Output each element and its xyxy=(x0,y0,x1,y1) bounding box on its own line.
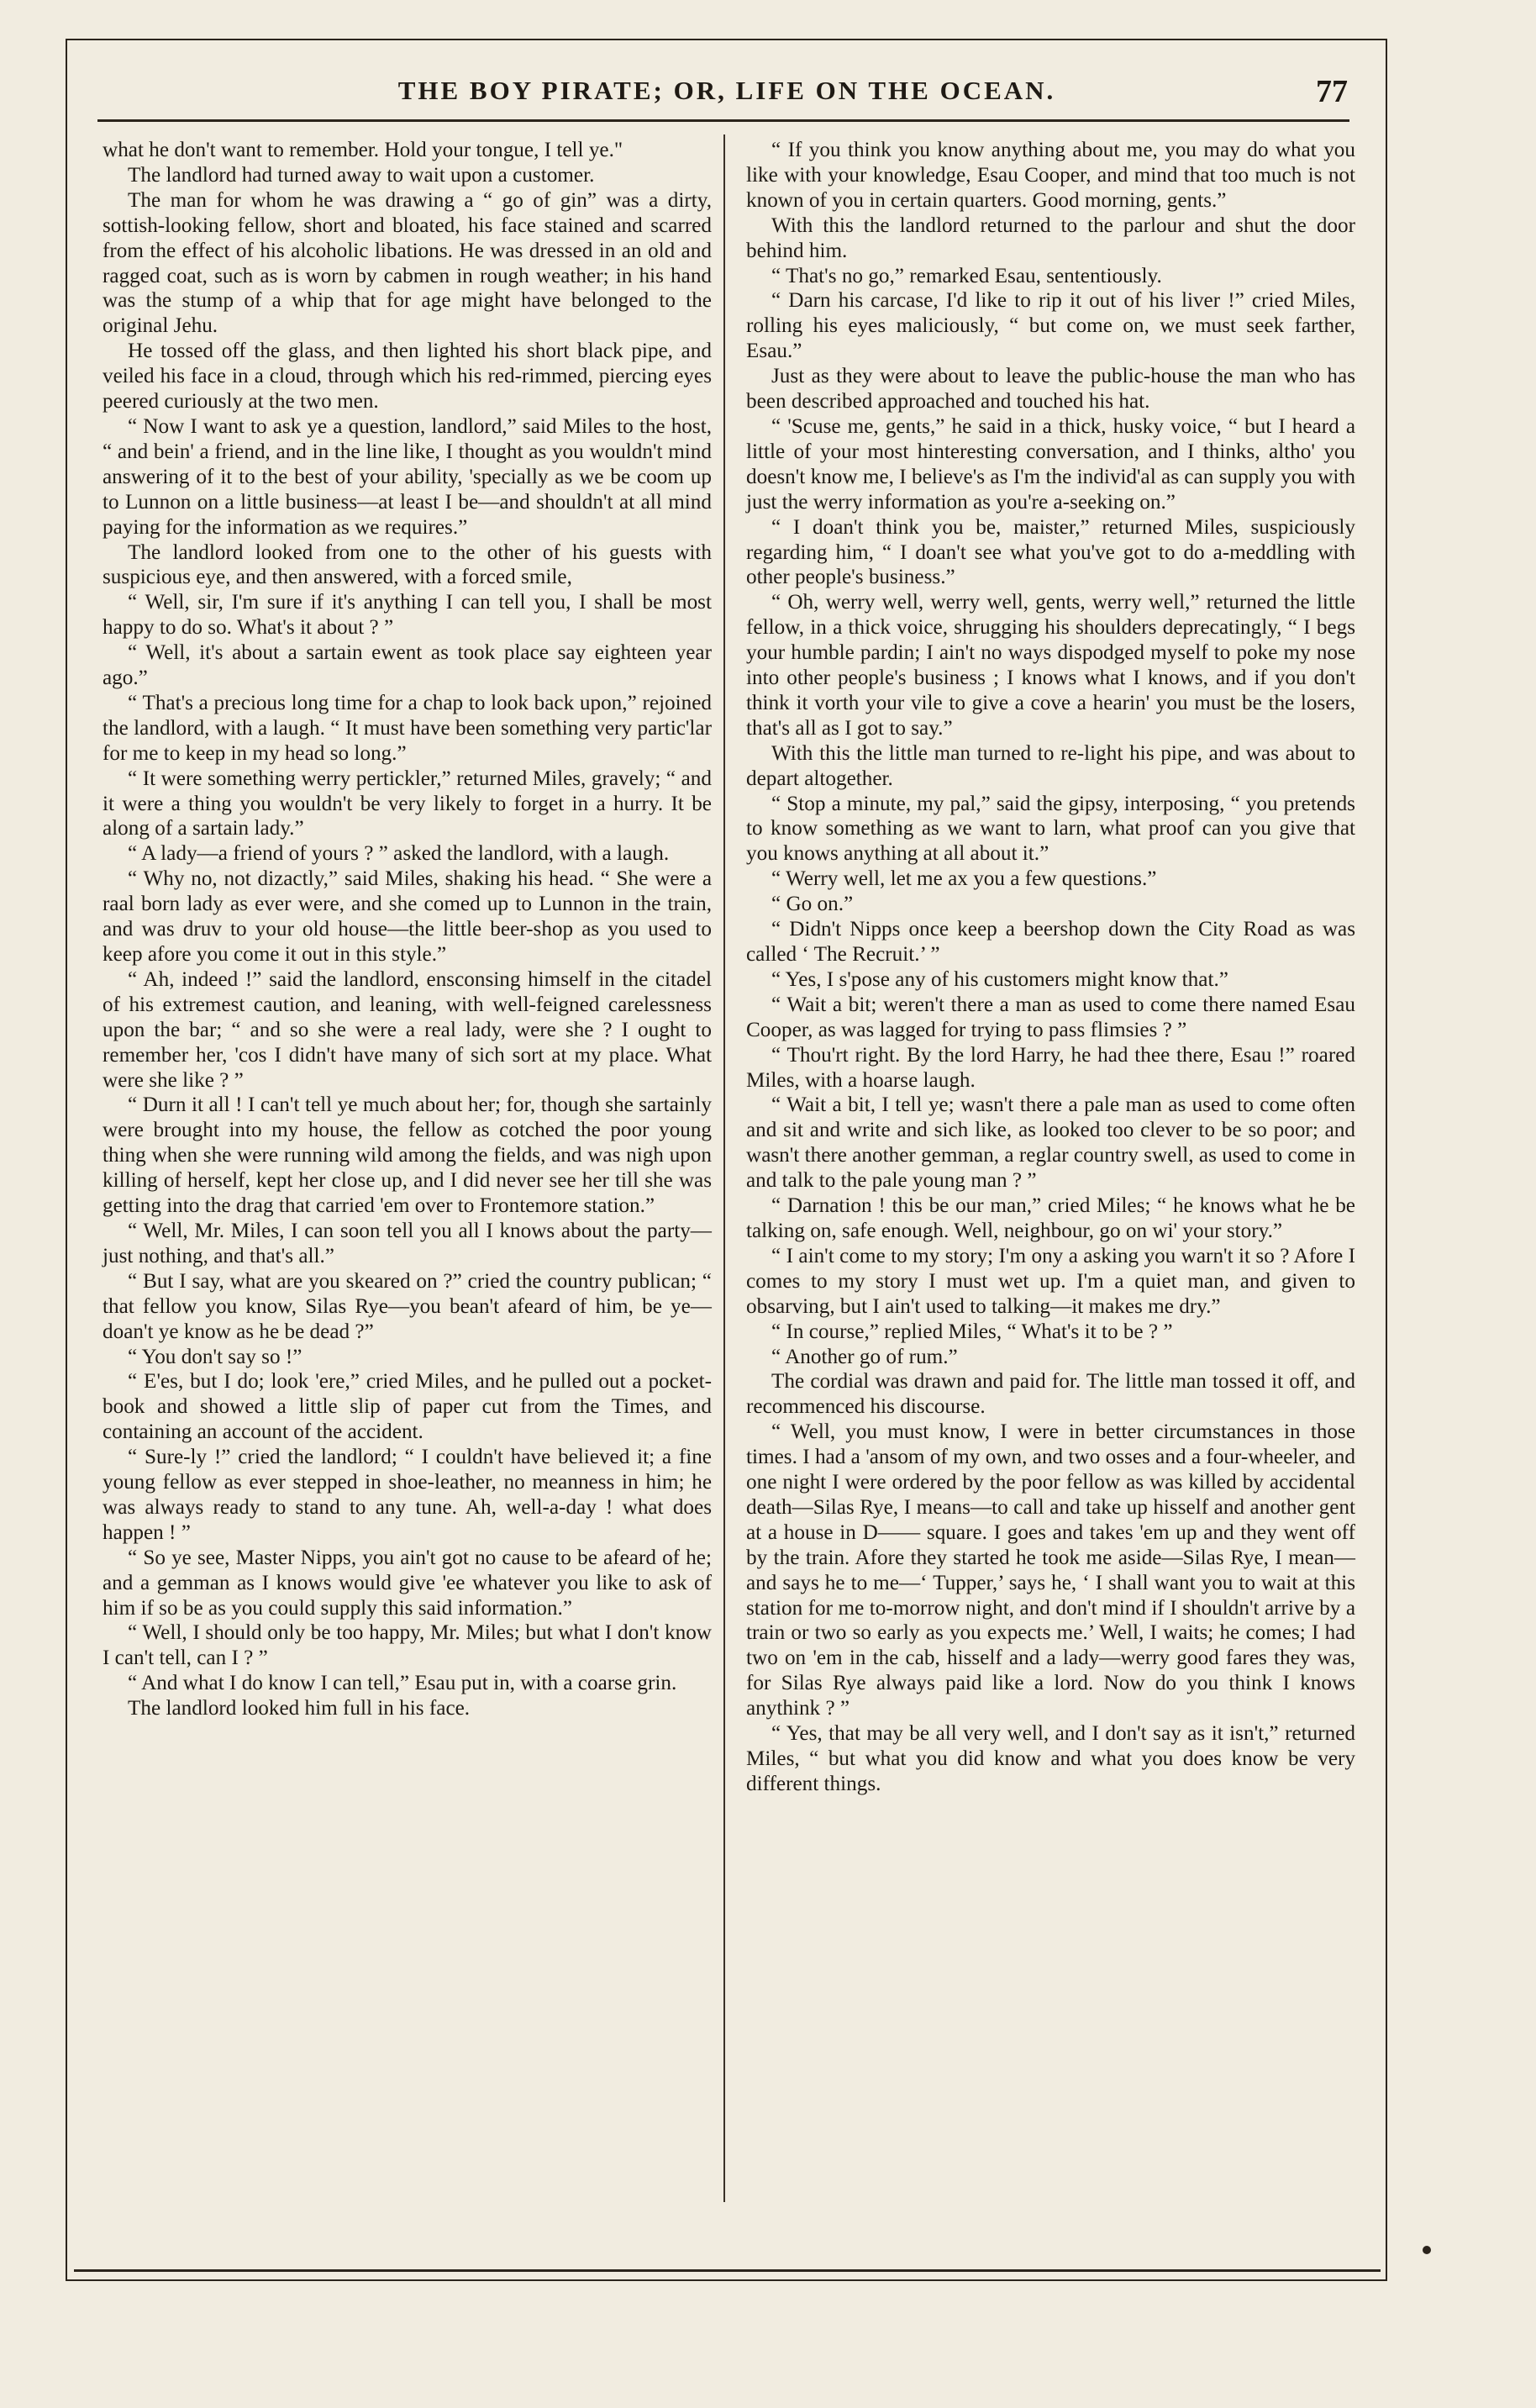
page-header xyxy=(67,69,1386,119)
paragraph: “ Now I want to ask ye a question, landlord,” said Miles to the host, “ and bein' a friend, and in the line like, I thought as you wouldn't mind answering of it to the best of your ability, 'specially as we be coom up to Lunnon on a little business—at least I be—and shouldn't at all mind paying for the information as we requires.” xyxy=(103,414,712,539)
paragraph: “ Well, Mr. Miles, I can soon tell you all I knows about the party—just nothing, and that's all.” xyxy=(103,1219,712,1267)
paragraph: “ Stop a minute, my pal,” said the gipsy, interposing, “ you pretends to know something as we want to larn, what proof can you give that you knows anything at all about it.” xyxy=(746,792,1355,866)
paragraph: “ That's no go,” remarked Esau, sententiously. xyxy=(771,264,1162,287)
column-divider xyxy=(723,134,725,2202)
paragraph: what he don't want to remember. Hold your tongue, I tell ye." xyxy=(103,139,623,161)
paragraph: “ Sure-ly !” cried the landlord; “ I couldn't have believed it; a fine young fellow as ever stepped in shoe-leather, no meanness in him; he was always ready to stand to any tune. Ah, well-a-day ! what does happen ! ” xyxy=(103,1446,712,1544)
paragraph: “ Thou'rt right. By the lord Harry, he had thee there, Esau !” roared Miles, with a hoarse laugh. xyxy=(746,1043,1355,1092)
paragraph: “ A lady—a friend of yours ? ” asked the landlord, with a laugh. xyxy=(128,842,670,866)
left-column xyxy=(103,138,712,1721)
paragraph: With this the landlord returned to the parlour and shut the door behind him. xyxy=(746,213,1355,262)
paragraph: “ If you think you know anything about me, you may do what you like with your knowledge, Esau Cooper, and mind that too much is not known of you in certain quarters. Good morning, gents.” xyxy=(746,139,1355,212)
paragraph: “ Oh, werry well, werry well, gents, werry well,” returned the little fellow, in a thick voice, shrugging his shoulders deprecatingly, “ I begs your humble pardin; I ain't no ways dispodged myself to poke my nose into other people's business ; I knows what I knows, and if you don't think it vorth your vile to give a cove a hearin' you must be the losers, that's all as I got to say.” xyxy=(746,591,1355,740)
paragraph: “ Why no, not dizactly,” said Miles, shaking his head. “ She were a raal born lady as ever were, and she comed up to Lunnon in the train, and was druv to your old house—the little beer-shop as you used to keep afore you come it out in this style.” xyxy=(103,867,712,966)
paragraph: “ In course,” replied Miles, “ What's it to be ? ” xyxy=(771,1320,1173,1343)
paragraph: “ Well, I should only be too happy, Mr. Miles; but what I don't know I can't tell, can I ? ” xyxy=(103,1621,712,1670)
paragraph: The cordial was drawn and paid for. The little man tossed it off, and recommenced his discourse. xyxy=(746,1370,1355,1419)
paragraph: “ Darnation ! this be our man,” cried Miles; “ he knows what he be talking on, safe enough. Well, neighbour, go on wi' your story.” xyxy=(746,1194,1355,1242)
paragraph: The landlord looked him full in his face. xyxy=(128,1697,471,1720)
paragraph: With this the little man turned to re-light his pipe, and was about to depart altogether. xyxy=(746,741,1355,790)
paragraph: The landlord looked from one to the other of his guests with suspicious eye, and then answered, with a forced smile, xyxy=(103,540,712,589)
paragraph: “ Well, you must know, I were in better circumstances in those times. I had a 'ansom of my own, and two osses and a four-wheeler, and one night I were ordered by the poor fellow as was killed by accidental death—Silas Rye, I means—to call and take up hisself and another gent at a house in D—— square. I goes and takes 'em up and they went off by the train. Afore they started he took me aside—Silas Rye, I mean—and says he to me—‘ Tupper,’ says he, ‘ I shall want you to wait at this station for me to-morrow night, and don't mind if I shouldn't arrive by a train or two so early as you expects me.’ Well, I waits; he comes; I had two on 'em in the cab, hisself and a lady—werry good fares they was, for Silas Rye always paid like a lord. Now do you think I knows anythink ? ” xyxy=(746,1420,1355,1720)
paragraph: “ Well, sir, I'm sure if it's anything I can tell you, I shall be most happy to do so. What's it about ? ” xyxy=(103,591,712,640)
paragraph: “ Well, it's about a sartain ewent as took place say eighteen year ago.” xyxy=(103,641,712,690)
paragraph: “ I ain't come to my story; I'm ony a asking you warn't it so ? Afore I comes to my story I must wet up. I'm a quiet man, and given to obsarving, but I ain't used to talking—it makes me dry.” xyxy=(746,1244,1355,1318)
page-number: 77 xyxy=(1316,74,1348,109)
paragraph: “ Ah, indeed !” said the landlord, ensconsing himself in the citadel of his extremest caution, and leaning, with well-feigned carelessness upon the bar; “ and so she were a real lady, were she ? I ought to remember her, 'cos I didn't have many of sich sort at my place. What were she like ? ” xyxy=(103,967,712,1092)
paragraph: “ E'es, but I do; look 'ere,” cried Miles, and he pulled out a pocket-book and showed a little slip of paper cut from the Times, and containing an account of the accident. xyxy=(103,1370,712,1444)
running-head: THE BOY PIRATE; OR, LIFE ON THE OCEAN. xyxy=(397,76,1056,105)
paragraph: “ Didn't Nipps once keep a beershop down the City Road as was called ‘ The Recruit.’ ” xyxy=(746,918,1355,966)
paragraph: “ Darn his carcase, I'd like to rip it out of his liver !” cried Miles, rolling his eyes maliciously, “ but come on, we must seek farther, Esau.” xyxy=(746,289,1355,363)
paragraph: The man for whom he was drawing a “ go of gin” was a dirty, sottish-looking fellow, short and bloated, his face stained and scarred from the effect of his alcoholic libations. He was dressed in an old and ragged coat, such as is worn by cabmen in rough weather; in his hand was the stump of a whip that for age might have belonged to the original Jehu. xyxy=(103,188,712,338)
paragraph: “ Yes, that may be all very well, and I don't say as it isn't,” returned Miles, “ but what you did know and what you does know be very different things. xyxy=(746,1722,1355,1795)
paragraph: “ Another go of rum.” xyxy=(771,1345,958,1368)
paragraph: “ And what I do know I can tell,” Esau put in, with a coarse grin. xyxy=(128,1672,677,1695)
paragraph: Just as they were about to leave the public-house the man who has been described approached and touched his hat. xyxy=(746,365,1355,414)
paragraph: He tossed off the glass, and then lighted his short black pipe, and veiled his face in a cloud, through which his red-rimmed, piercing eyes peered curiously at the two men. xyxy=(103,340,712,414)
paragraph: “ You don't say so !” xyxy=(128,1345,302,1368)
margin-dot xyxy=(1423,2246,1431,2254)
paragraph: “ It were something werry pertickler,” returned Miles, gravely; “ and it were a thing you wouldn't be very likely to forget in a hurry. It be along of a sartain lady.” xyxy=(103,767,712,840)
paragraph: “ Durn it all ! I can't tell ye much about her; for, though she sartainly were brought into my house, the fellow as cotched the poor young thing when she were running wild among the fields, and was nigh upon killing of herself, kept her close up, and I did never see her till she was getting into the drag that carried 'em over to Frontemore station.” xyxy=(103,1093,712,1218)
right-column xyxy=(746,138,1355,1797)
paragraph: “ Wait a bit; weren't there a man as used to come there named Esau Cooper, as was lagged for trying to pass flimsies ? ” xyxy=(746,993,1355,1041)
paragraph: The landlord had turned away to wait upon a customer. xyxy=(128,163,595,187)
paragraph: “ Go on.” xyxy=(771,893,854,916)
paragraph: “ I doan't think you be, maister,” returned Miles, suspiciously regarding him, “ I doan't see what you've got to do a-meddling with other people's business.” xyxy=(746,515,1355,589)
paragraph: “ So ye see, Master Nipps, you ain't got no cause to be afeard of he; and a gemman as I knows would give 'ee whatever you like to ask of him if so be as you could supply this said information.” xyxy=(103,1546,712,1620)
header-rule xyxy=(97,119,1349,122)
paragraph: “ Werry well, let me ax you a few questions.” xyxy=(771,867,1157,891)
footer-rule xyxy=(74,2269,1381,2272)
paragraph: “ Wait a bit, I tell ye; wasn't there a pale man as used to come often and sit and write and sich like, as looked too clever to be so poor; and wasn't there another gemman, a reglar country swell, as used to come in and talk to the pale young man ? ” xyxy=(746,1093,1355,1193)
paragraph: “ Yes, I s'pose any of his customers might know that.” xyxy=(771,967,1228,991)
paragraph: “ That's a precious long time for a chap to look back upon,” rejoined the landlord, with a laugh. “ It must have been something very partic'lar for me to keep in my head so long.” xyxy=(103,691,712,765)
paragraph: “ 'Scuse me, gents,” he said in a thick, husky voice, “ but I heard a little of your most hinteresting conversation, and I thinks, altho' you doesn't know me, I believe's as I'm the individ'al as can supply you with just the werry information as you're a-seeking on.” xyxy=(746,414,1355,514)
paragraph: “ But I say, what are you skeared on ?” cried the country publican; “ that fellow you know, Silas Rye—you bean't afeard of him, be ye—doan't ye know as he be dead ?” xyxy=(103,1269,712,1343)
